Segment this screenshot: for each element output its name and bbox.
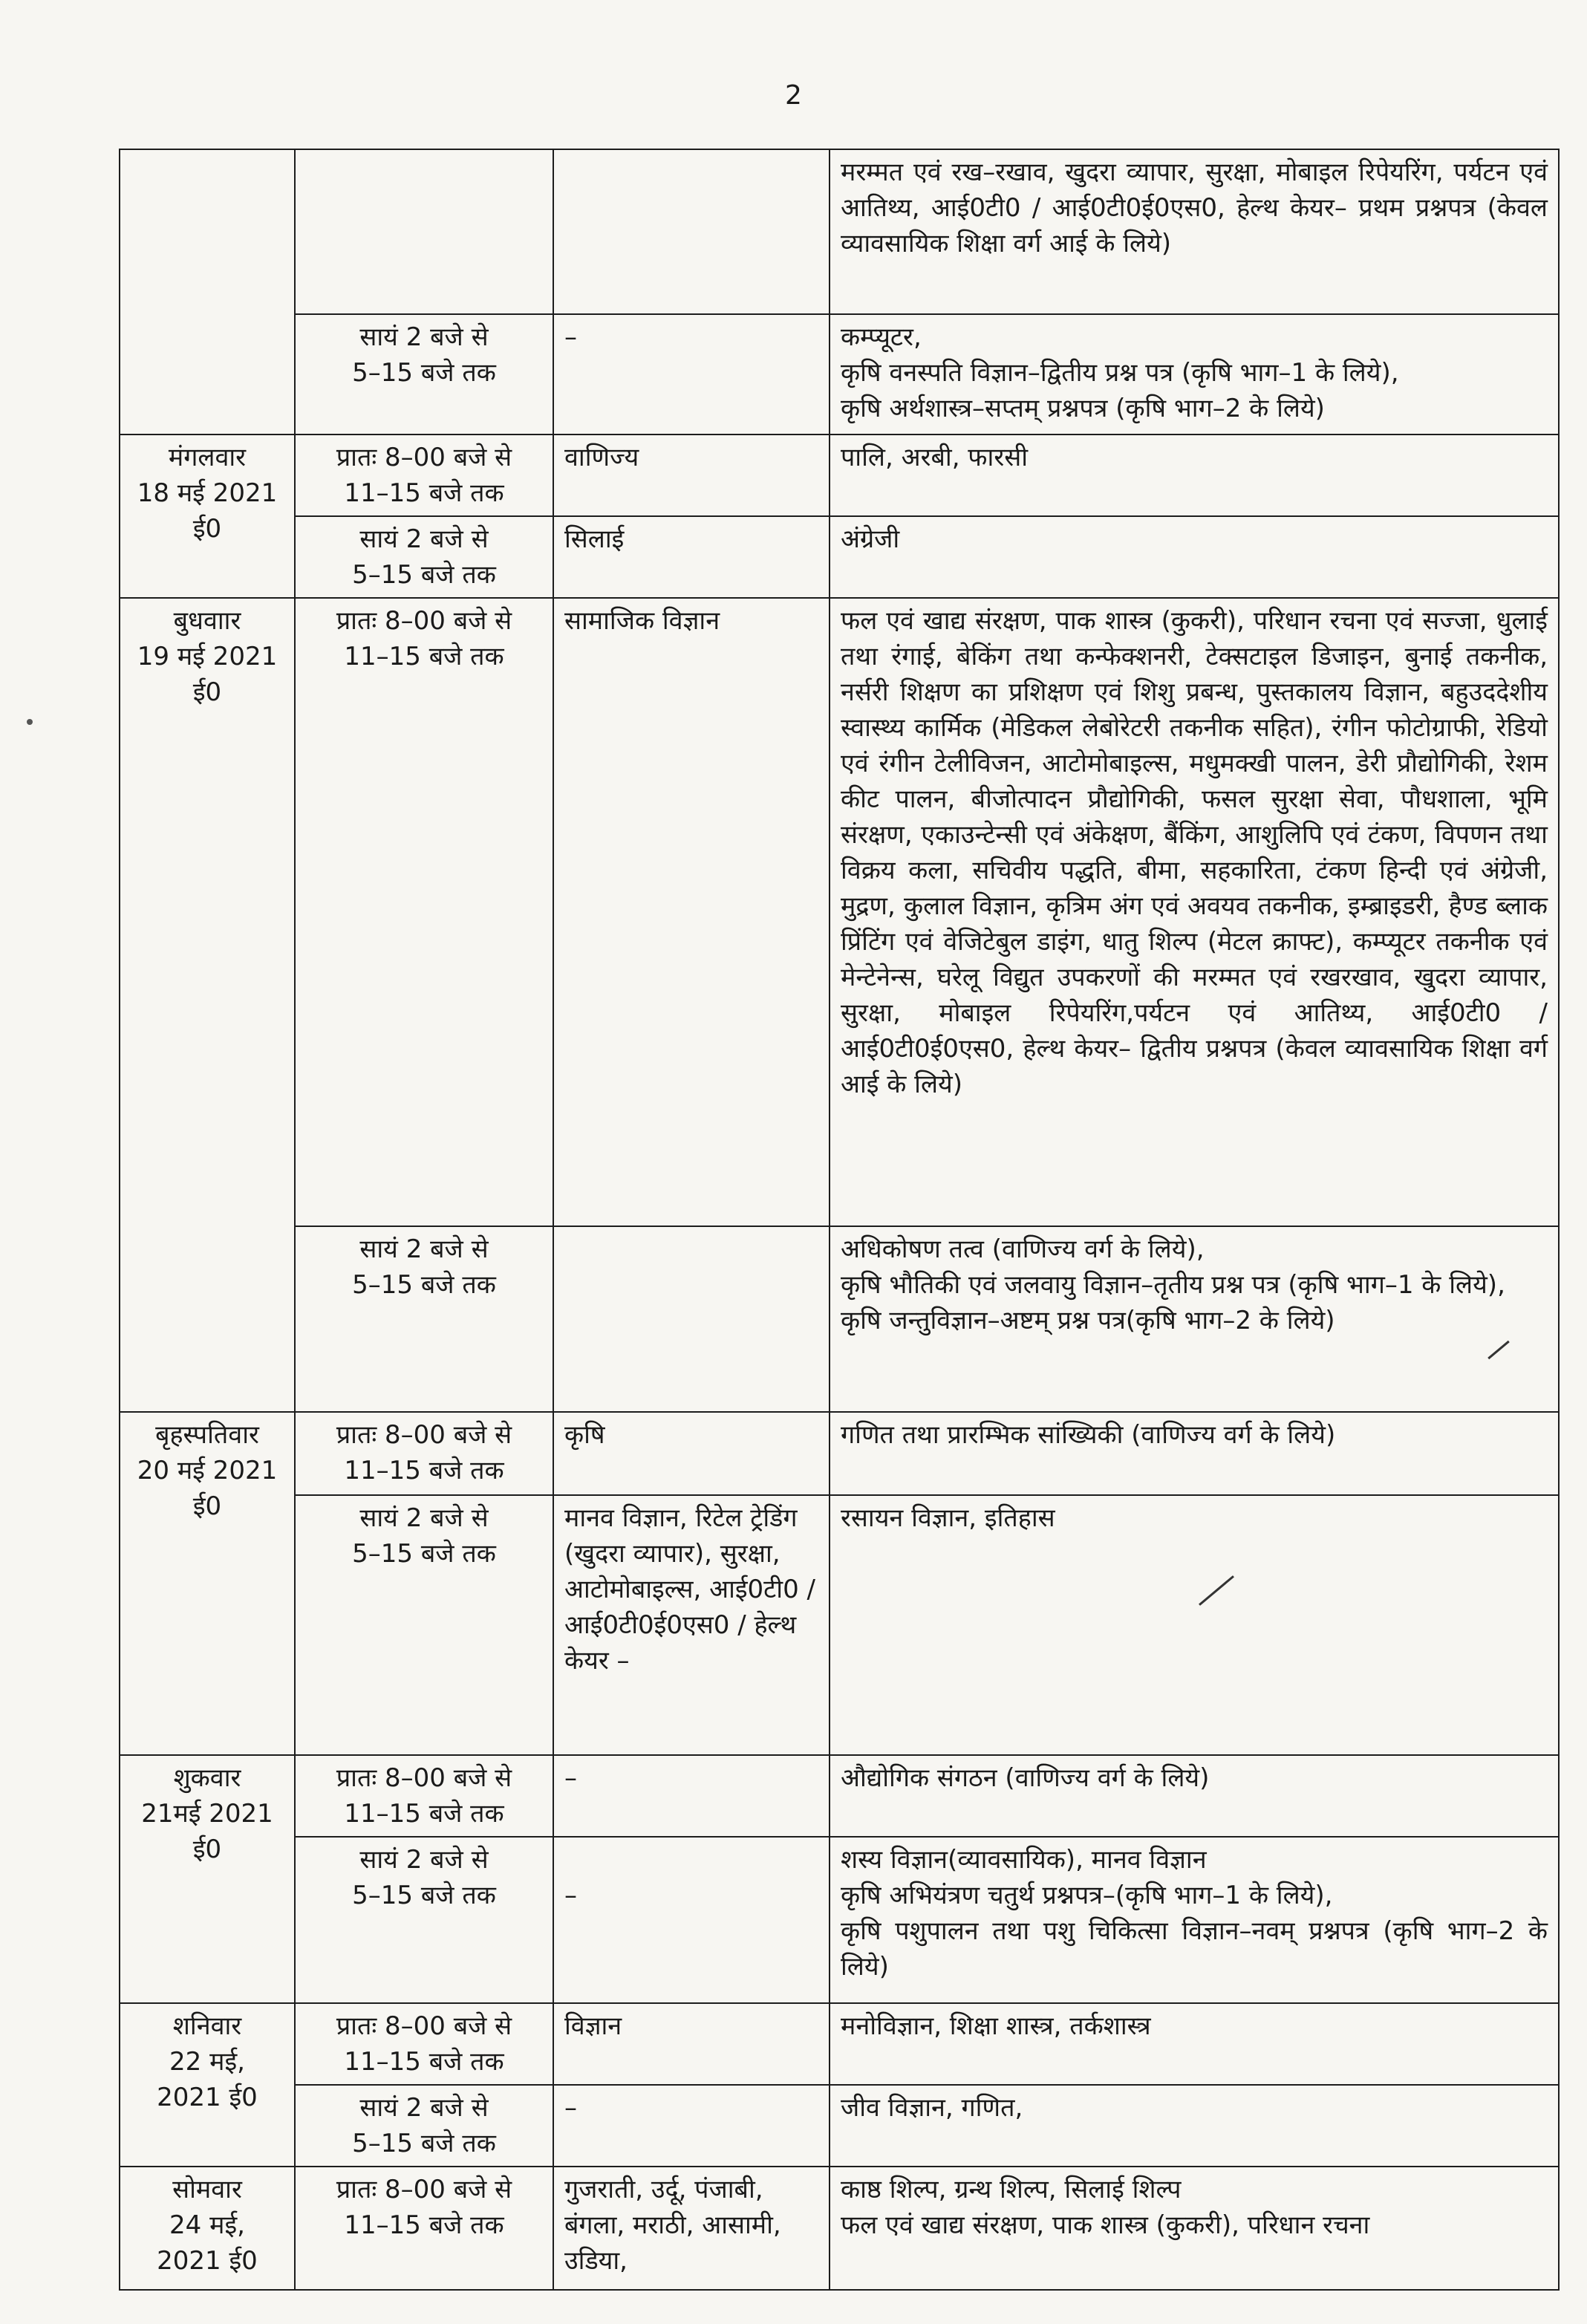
table-row xyxy=(120,1495,1559,1755)
exam-schedule-table xyxy=(119,149,1560,2291)
page-number: 2 xyxy=(785,80,802,111)
subject-cell: अंग्रेजी xyxy=(830,516,1559,598)
day-cell: मंगलवार 18 मई 2021 ई0 xyxy=(120,434,295,598)
time-cell: सायं 2 बजे से 5–15 बजे तक xyxy=(295,516,553,598)
subject-cell: जीव विज्ञान, गणित, xyxy=(830,2085,1559,2167)
day-cell: बृहस्पतिवार 20 मई 2021 ई0 xyxy=(120,1412,295,1755)
subject-cell: – xyxy=(553,1837,830,2003)
subject-cell: – xyxy=(553,314,830,434)
subject-cell: सामाजिक विज्ञान xyxy=(553,598,830,1226)
subject-cell: शस्य विज्ञान(व्यावसायिक), मानव विज्ञान कृषि अभियंत्रण चतुर्थ प्रश्नपत्र–(कृषि भाग–1 के लिये), कृषि पशुपालन तथा पशु चिकित्सा विज्ञान–नवम् प्रश्नपत्र (कृषि भाग–2 के लिये) xyxy=(830,1837,1559,2003)
subject-cell xyxy=(553,149,830,314)
subject-cell: कम्प्यूटर, कृषि वनस्पति विज्ञान–द्वितीय प्रश्न पत्र (कृषि भाग–1 के लिये), कृषि अर्थशास्त्र–सप्तम् प्रश्नपत्र (कृषि भाग–2 के लिये) xyxy=(830,314,1559,434)
day-cell: बुधवाार 19 मई 2021 ई0 xyxy=(120,598,295,1412)
subject-cell: फल एवं खाद्य संरक्षण, पाक शास्त्र (कुकरी), परिधान रचना एवं सज्जा, धुलाई तथा रंगाई, बेकिंग तथा कन्फेक्शनरी, टेक्सटाइल डिजाइन, बुनाई तकनीक, नर्सरी शिक्षण का प्रशिक्षण एवं शिशु प्रबन्ध, पुस्तकालय विज्ञान, बहुउददेशीय स्वास्थ्य कार्मिक (मेडिकल लेबोरेटरी तकनीक सहित), रंगीन फोटोग्राफी, रेडियो एवं रंगीन टेलीविजन, आटोमोबाइल्स, मधुमक्खी पालन, डेरी प्रौद्योगिकी, रेशम कीट पालन, बीजोत्पादन प्रौद्योगिकी, फसल सुरक्षा सेवा, पौधशाला, भूमि संरक्षण, एकाउन्टेन्सी एवं अंकेक्षण, बैंकिंग, आशुलिपि एवं टंकण, विपणन तथा विक्रय कला, सचिवीय पद्धति, बीमा, सहकारिता, टंकण हिन्दी एवं अंग्रेजी, मुद्रण, कुलाल विज्ञान, कृत्रिम अंग एवं अवयव तकनीक, इम्ब्राइडरी, हैण्ड ब्लाक प्रिंटिंग एवं वेजिटेबुल डाइंग, धातु शिल्प (मेटल क्राफ्ट), कम्प्यूटर तकनीक एवं मेन्टेनेन्स, घरेलू विद्युत उपकरणों की मरम्मत एवं रखरखाव, खुदरा व्यापार, सुरक्षा, मोबाइल रिपेयरिंग,पर्यटन एवं आतिथ्य, आई0टी0 / आई0टी0ई0एस0, हेल्थ केयर– द्वितीय प्रश्नपत्र (केवल व्यावसायिक शिक्षा वर्ग आई के लिये) xyxy=(830,598,1559,1226)
time-cell: सायं 2 बजे से 5–15 बजे तक xyxy=(295,2085,553,2167)
time-cell xyxy=(295,149,553,314)
subject-cell: गुजराती, उर्दू, पंजाबी, बंगला, मराठी, आसामी, उडिया, xyxy=(553,2167,830,2290)
subject-cell: गणित तथा प्रारम्भिक सांख्यिकी (वाणिज्य वर्ग के लिये) xyxy=(830,1412,1559,1495)
table-row xyxy=(120,1837,1559,2003)
time-cell: सायं 2 बजे से 5–15 बजे तक xyxy=(295,1837,553,2003)
table-row xyxy=(120,314,1559,434)
time-cell: सायं 2 बजे से 5–15 बजे तक xyxy=(295,1495,553,1755)
subject-cell: – xyxy=(553,1755,830,1837)
subject-cell: मरम्मत एवं रख–रखाव, खुदरा व्यापार, सुरक्षा, मोबाइल रिपेयरिंग, पर्यटन एवं आतिथ्य, आई0टी0 / आई0टी0ई0एस0, हेल्थ केयर– प्रथम प्रश्नपत्र (केवल व्यावसायिक शिक्षा वर्ग आई के लिये) xyxy=(830,149,1559,314)
subject-cell: काष्ठ शिल्प, ग्रन्थ शिल्प, सिलाई शिल्प फल एवं खाद्य संरक्षण, पाक शास्त्र (कुकरी), परिधान रचना xyxy=(830,2167,1559,2290)
time-cell: प्रातः 8–00 बजे से 11–15 बजे तक xyxy=(295,2167,553,2290)
time-cell: प्रातः 8–00 बजे से 11–15 बजे तक xyxy=(295,2003,553,2085)
table-row xyxy=(120,2085,1559,2167)
subject-cell: वाणिज्य xyxy=(553,434,830,516)
day-cell: सोमवार 24 मई, 2021 ई0 xyxy=(120,2167,295,2290)
table-row xyxy=(120,1226,1559,1412)
subject-cell: मनोविज्ञान, शिक्षा शास्त्र, तर्कशास्त्र xyxy=(830,2003,1559,2085)
subject-cell: पालि, अरबी, फारसी xyxy=(830,434,1559,516)
table-row xyxy=(120,149,1559,314)
time-cell: प्रातः 8–00 बजे से 11–15 बजे तक xyxy=(295,1755,553,1837)
scan-speck xyxy=(27,719,33,725)
subject-cell: औद्योगिक संगठन (वाणिज्य वर्ग के लिये) xyxy=(830,1755,1559,1837)
subject-cell: विज्ञान xyxy=(553,2003,830,2085)
subject-cell: कृषि xyxy=(553,1412,830,1495)
table-row xyxy=(120,516,1559,598)
time-cell: सायं 2 बजे से 5–15 बजे तक xyxy=(295,314,553,434)
time-cell: सायं 2 बजे से 5–15 बजे तक xyxy=(295,1226,553,1412)
subject-cell: – xyxy=(553,2085,830,2167)
time-cell: प्रातः 8–00 बजे से 11–15 बजे तक xyxy=(295,1412,553,1495)
table-row xyxy=(120,1412,1559,1495)
subject-cell: रसायन विज्ञान, इतिहास xyxy=(830,1495,1559,1755)
subject-cell xyxy=(553,1226,830,1412)
subject-cell: सिलाई xyxy=(553,516,830,598)
time-cell: प्रातः 8–00 बजे से 11–15 बजे तक xyxy=(295,434,553,516)
table-row xyxy=(120,1755,1559,1837)
time-cell: प्रातः 8–00 बजे से 11–15 बजे तक xyxy=(295,598,553,1226)
day-cell: शुकवार 21मई 2021 ई0 xyxy=(120,1755,295,2003)
table-row xyxy=(120,2003,1559,2085)
subject-cell: अधिकोषण तत्व (वाणिज्य वर्ग के लिये), कृषि भौतिकी एवं जलवायु विज्ञान–तृतीय प्रश्न पत्र (कृषि भाग–1 के लिये), कृषि जन्तुविज्ञान–अष्टम् प्रश्न पत्र(कृषि भाग–2 के लिये) xyxy=(830,1226,1559,1412)
day-cell xyxy=(120,149,295,434)
table-row xyxy=(120,598,1559,1226)
table-row xyxy=(120,2167,1559,2290)
day-cell: शनिवार 22 मई, 2021 ई0 xyxy=(120,2003,295,2167)
subject-cell: मानव विज्ञान, रिटेल ट्रेडिंग (खुदरा व्यापार), सुरक्षा, आटोमोबाइल्स, आई0टी0 / आई0टी0ई0एस0 / हेल्थ केयर – xyxy=(553,1495,830,1755)
table-row xyxy=(120,434,1559,516)
